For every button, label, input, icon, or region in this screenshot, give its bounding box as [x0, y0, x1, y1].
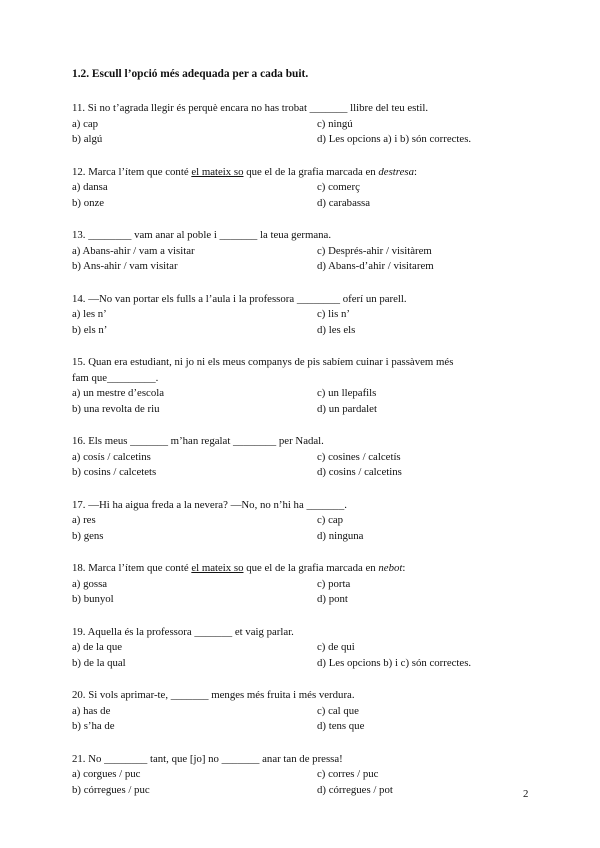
question-stem-line-2: fam que_________.	[72, 371, 159, 384]
options	[72, 244, 532, 275]
option-c: c) cosines / calcetís	[317, 450, 401, 463]
option-d: d) ninguna	[317, 529, 364, 542]
option-c: c) Després-ahir / visitàrem	[317, 244, 432, 257]
option-b: b) de la qual	[72, 656, 126, 669]
question-21	[72, 752, 532, 799]
question-stem: 13. ________ vam anar al poble i _______ la teua germana.	[72, 229, 332, 241]
stem-part: :	[413, 165, 417, 178]
option-d: d) tens que	[317, 720, 365, 732]
question-14	[72, 292, 532, 339]
question-13	[72, 228, 532, 275]
option-c: c) corres / puc	[317, 768, 379, 780]
option-a: a) cosís / calcetins	[72, 450, 151, 463]
option-c: c) ningú	[317, 117, 353, 130]
option-c: c) porta	[317, 577, 351, 590]
option-a: a) corgues / puc	[72, 768, 141, 780]
option-c: c) cal que	[317, 704, 359, 717]
option-d: d) pont	[317, 593, 348, 605]
options	[72, 704, 532, 735]
option-d: d) córregues / pot	[317, 783, 393, 796]
question-stem: 19. Aquella és la professora _______ et vaig parlar.	[72, 625, 294, 638]
option-c: c) de qui	[317, 641, 355, 653]
page-number: 2	[523, 788, 529, 800]
question-16	[72, 434, 532, 481]
question-stem: 14. —No van portar els fulls a l’aula i la professora ________ oferí un parell.	[72, 292, 407, 305]
question-18	[72, 561, 532, 608]
option-d: d) cosins / calcetins	[317, 466, 402, 478]
question-stem: 11. Si no t’agrada llegir és perquè encara no has trobat _______ llibre del teu estil.	[72, 102, 429, 114]
option-a: a) res	[72, 514, 96, 526]
option-b: b) cosins / calcetets	[72, 466, 157, 478]
question-stem	[72, 561, 532, 577]
stem-part: 18. Marca l’ítem que conté	[72, 562, 192, 574]
options	[72, 640, 532, 671]
options	[72, 577, 532, 608]
option-a: a) dansa	[72, 181, 108, 193]
option-c: c) lis n’	[317, 308, 350, 320]
options	[72, 307, 532, 338]
stem-italic-word: destresa	[378, 165, 414, 178]
option-a: a) gossa	[72, 577, 108, 590]
question-12	[72, 165, 532, 212]
option-d: d) Les opcions b) i c) són correctes.	[317, 656, 472, 669]
question-stem-line-1: 15. Quan era estudiant, ni jo ni els meus companys de pis sabíem cuinar i passàvem més	[72, 356, 454, 368]
option-b: b) córregues / puc	[72, 783, 150, 796]
stem-part: que el de la grafia marcada en	[243, 165, 379, 178]
stem-underlined: el mateix so	[191, 562, 244, 574]
option-a: a) has de	[72, 704, 111, 717]
options	[72, 180, 532, 211]
stem-part: 12. Marca l’ítem que conté	[72, 165, 192, 178]
option-a: a) les n’	[72, 308, 107, 320]
option-a: a) un mestre d’escola	[72, 387, 165, 399]
question-19	[72, 625, 532, 672]
question-stem: 21. No ________ tant, que [jo] no _______ anar tan de pressa!	[72, 752, 343, 765]
option-b: b) bunyol	[72, 593, 114, 605]
option-b: b) Ans-ahir / vam visitar	[72, 260, 178, 272]
question-stem: 16. Els meus _______ m’han regalat ________ per Nadal.	[72, 435, 324, 447]
stem-part: :	[402, 562, 406, 574]
stem-italic-word: nebot	[378, 562, 403, 574]
option-d: d) Abans-d’ahir / visitarem	[317, 260, 434, 272]
question-20	[72, 688, 532, 735]
option-a: a) cap	[72, 117, 99, 130]
options	[72, 386, 532, 417]
option-b: b) els n’	[72, 323, 108, 336]
option-c: c) un llepafils	[317, 387, 377, 399]
option-d: d) les els	[317, 323, 356, 336]
option-d: d) un pardalet	[317, 402, 377, 415]
option-c: c) cap	[317, 514, 344, 526]
option-d: d) Les opcions a) i b) són correctes.	[317, 133, 472, 145]
option-a: a) Abans-ahir / vam a visitar	[72, 244, 195, 257]
option-b: b) s’ha de	[72, 720, 115, 732]
stem-part: que el de la grafia marcada en	[243, 562, 379, 574]
question-11	[72, 101, 532, 148]
exercise-page	[72, 66, 532, 815]
option-a: a) de la que	[72, 641, 123, 653]
option-d: d) carabassa	[317, 196, 371, 209]
question-stem: 17. —Hi ha aigua freda a la nevera? —No, no n’hi ha _______.	[72, 498, 347, 511]
question-stem	[72, 165, 532, 181]
question-stem: 20. Si vols aprimar-te, _______ menges més fruita i més verdura.	[72, 689, 355, 701]
option-c: c) comerç	[317, 181, 360, 193]
options	[72, 767, 532, 798]
options	[72, 513, 532, 544]
question-15	[72, 355, 532, 417]
option-b: b) onze	[72, 196, 105, 209]
options	[72, 450, 532, 481]
question-17	[72, 498, 532, 545]
section-title: 1.2. Escull l’opció més adequada per a cada buit.	[72, 68, 309, 80]
option-b: b) una revolta de riu	[72, 402, 160, 415]
options	[72, 117, 532, 148]
option-b: b) gens	[72, 529, 104, 542]
stem-underlined: el mateix so	[191, 165, 244, 178]
option-b: b) algú	[72, 133, 103, 145]
